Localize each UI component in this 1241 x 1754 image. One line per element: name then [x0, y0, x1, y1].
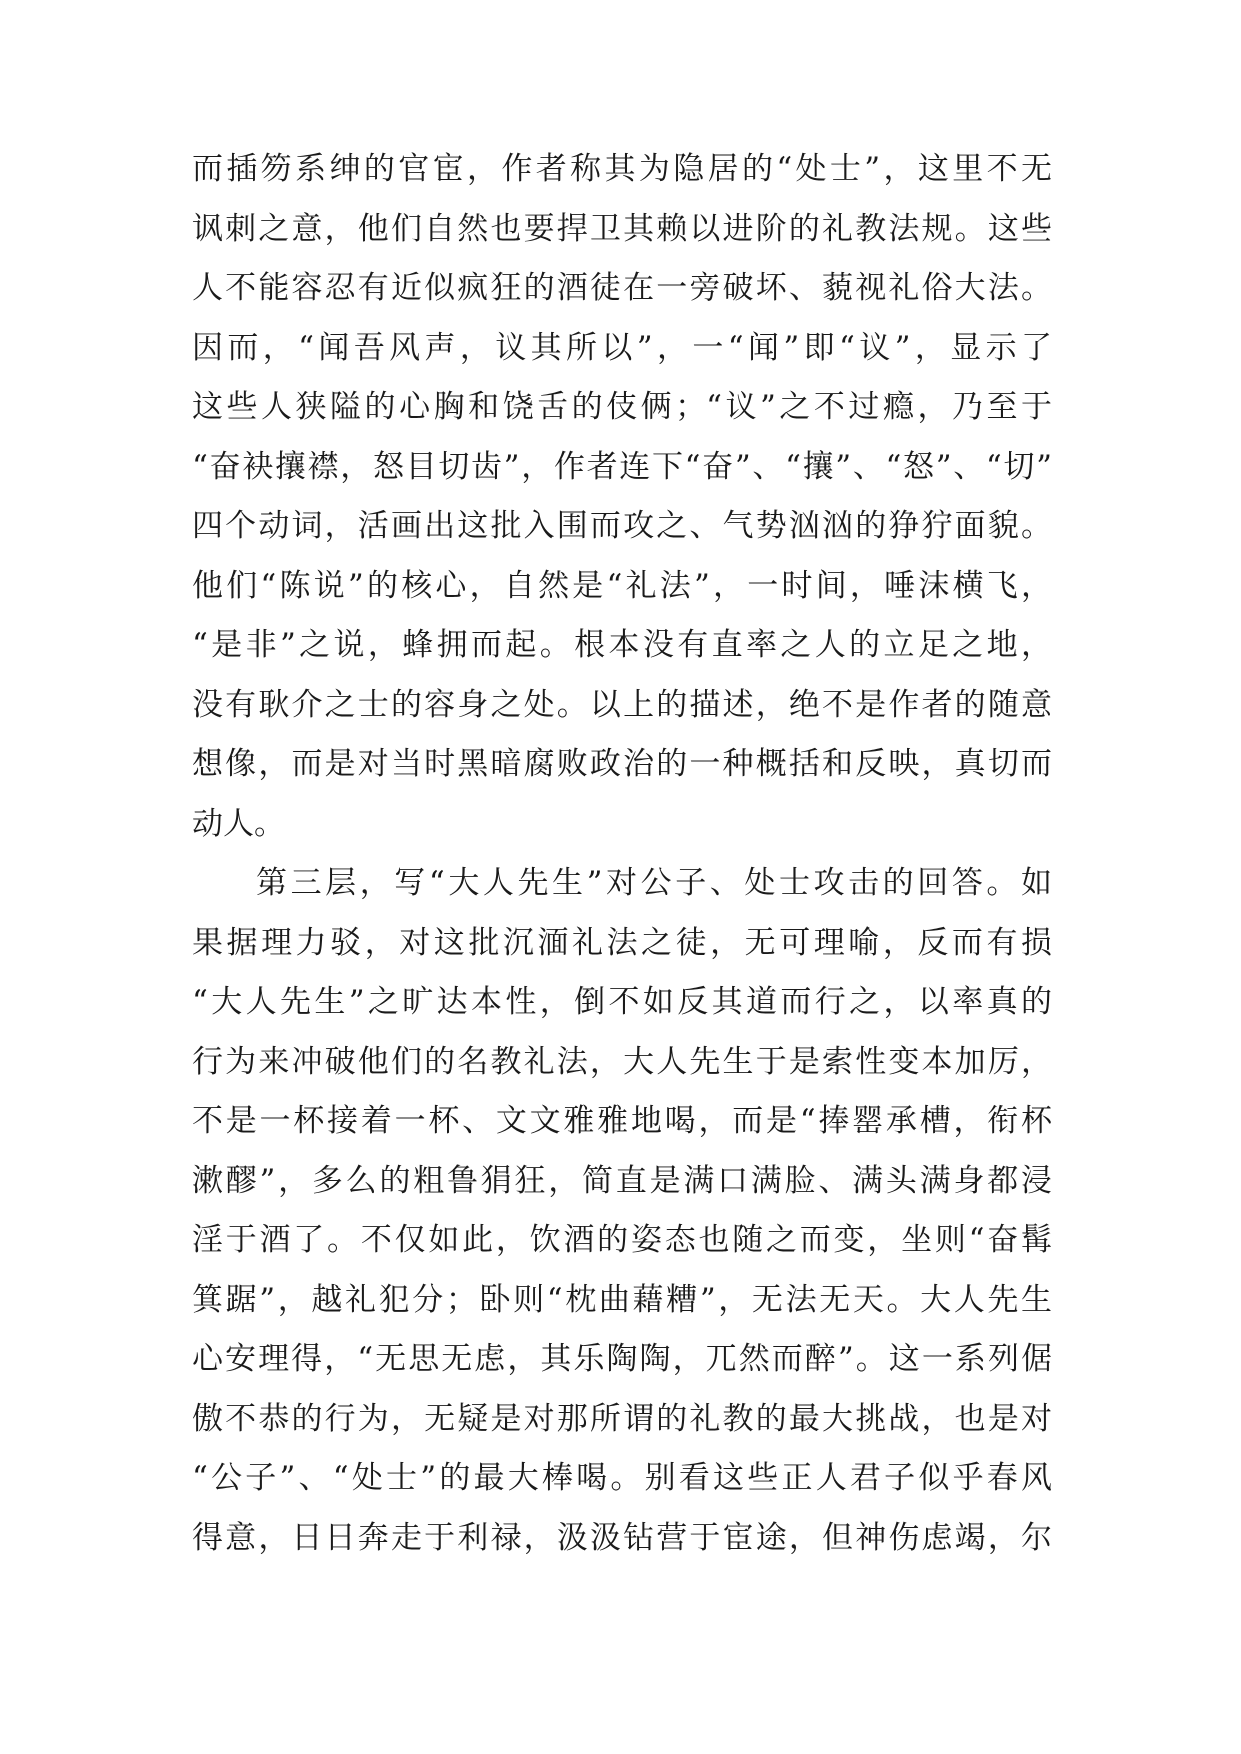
paragraph-first-line: 第三层，写“大人先生”对公子、处士攻击的回答。如: [256, 865, 1052, 901]
text-line: “大人先生”之旷达本性，倒不如反其道而行之，以率真的: [192, 984, 1052, 1020]
text-line: 而插笏系绅的官宦，作者称其为隐居的“处士”，这里不无: [192, 151, 1052, 187]
text-line: 果据理力驳，对这批沉湎礼法之徒，无可理喻，反而有损: [192, 924, 1052, 961]
text-line: 淫于酒了。不仅如此，饮酒的姿态也随之而变，坐则“奋髯: [192, 1222, 1052, 1258]
text-line: 这些人狭隘的心胸和饶舌的伎俩；“议”之不过瘾，乃至于: [192, 389, 1052, 425]
text-line: 不是一杯接着一杯、文文雅雅地喝，而是“捧罂承槽，衔杯: [192, 1103, 1052, 1139]
text-line: 人不能容忍有近似疯狂的酒徒在一旁破坏、藐视礼俗大法。: [192, 270, 1052, 306]
text-line: 行为来冲破他们的名教礼法，大人先生于是索性变本加厉，: [192, 1043, 1052, 1080]
text-line: 他们“陈说”的核心，自然是“礼法”，一时间，唾沫横飞，: [192, 567, 1052, 604]
text-line: “公子”、“处士”的最大棒喝。别看这些正人君子似乎春风: [192, 1460, 1052, 1496]
text-line: 心安理得，“无思无虑，其乐陶陶，兀然而醉”。这一系列倨: [192, 1341, 1052, 1377]
text-line: 讽刺之意，他们自然也要捍卫其赖以进阶的礼教法规。这些: [192, 210, 1052, 247]
body-text: [192, 140, 1052, 1568]
text-line: 想像，而是对当时黑暗腐败政治的一种概括和反映，真切而: [192, 746, 1052, 782]
text-line: 得意，日日奔走于利禄，汲汲钻营于宦途，但神伤虑竭，尔: [192, 1519, 1052, 1556]
text-line: 因而，“闻吾风声，议其所以”，一“闻”即“议”，显示了: [192, 329, 1052, 366]
text-line: 傲不恭的行为，无疑是对那所谓的礼教的最大挑战，也是对: [192, 1400, 1052, 1437]
text-line: 动人。: [192, 805, 285, 842]
text-line: 漱醪”，多么的粗鲁狷狂，简直是满口满脸、满头满身都浸: [192, 1162, 1052, 1199]
text-line: 四个动词，活画出这批入围而攻之、气势汹汹的狰狞面貌。: [192, 508, 1052, 544]
text-line: “奋袂攘襟，怒目切齿”，作者连下“奋”、“攘”、“怒”、“切”: [192, 448, 1052, 485]
text-line: 没有耿介之士的容身之处。以上的描述，绝不是作者的随意: [192, 686, 1052, 723]
text-line: 箕踞”，越礼犯分；卧则“枕曲藉糟”，无法无天。大人先生: [192, 1281, 1052, 1318]
text-line: “是非”之说，蜂拥而起。根本没有直率之人的立足之地，: [192, 627, 1052, 663]
